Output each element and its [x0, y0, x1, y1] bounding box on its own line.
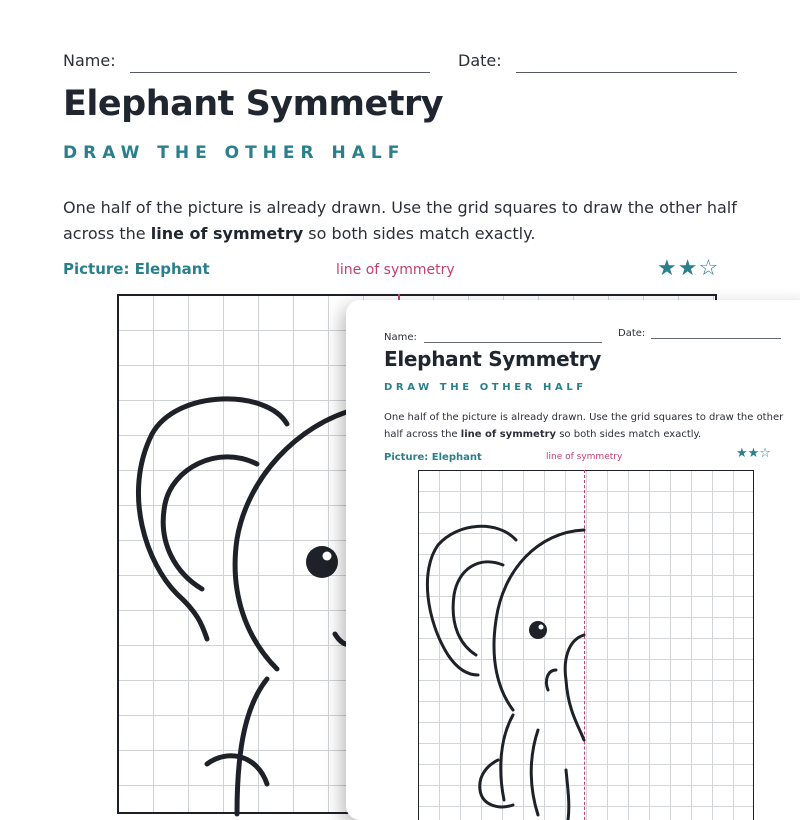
preview-date-line — [651, 338, 781, 339]
preview-title: Elephant Symmetry — [384, 347, 601, 371]
date-label: Date: — [458, 51, 502, 70]
preview-name-line — [424, 342, 602, 343]
instructions-text-1: One half of the picture is already drawn. Use the grid squares to draw the other half across the — [63, 198, 737, 243]
worksheet-preview — [346, 300, 800, 820]
preview-instructions — [384, 409, 784, 443]
instructions-text-2: so both sides match exactly. — [303, 224, 536, 243]
preview-instructions-text-1: One half of the picture is already drawn. Use the grid squares to draw the other half across the — [384, 412, 784, 440]
preview-difficulty-stars-icon: ★★☆ — [736, 446, 771, 461]
name-field-line[interactable] — [130, 72, 430, 73]
symmetry-label: line of symmetry — [336, 262, 455, 278]
preview-instructions-text-2: so both sides match exactly. — [556, 429, 702, 440]
preview-elephant-half-drawing — [418, 470, 586, 820]
page-subtitle: DRAW THE OTHER HALF — [63, 143, 406, 163]
preview-instructions-bold: line of symmetry — [460, 429, 557, 440]
preview-symmetry-label: line of symmetry — [546, 452, 623, 462]
page-title: Elephant Symmetry — [63, 84, 444, 124]
date-field-line[interactable] — [516, 72, 737, 73]
preview-date-label: Date: — [618, 328, 646, 339]
name-label: Name: — [63, 51, 116, 70]
picture-label: Picture: Elephant — [63, 260, 210, 278]
preview-picture-label: Picture: Elephant — [384, 452, 482, 463]
instructions — [63, 195, 743, 247]
preview-name-label: Name: — [384, 332, 417, 343]
difficulty-stars-icon: ★★☆ — [657, 256, 720, 281]
preview-subtitle: DRAW THE OTHER HALF — [384, 382, 587, 393]
instructions-bold: line of symmetry — [150, 224, 304, 243]
